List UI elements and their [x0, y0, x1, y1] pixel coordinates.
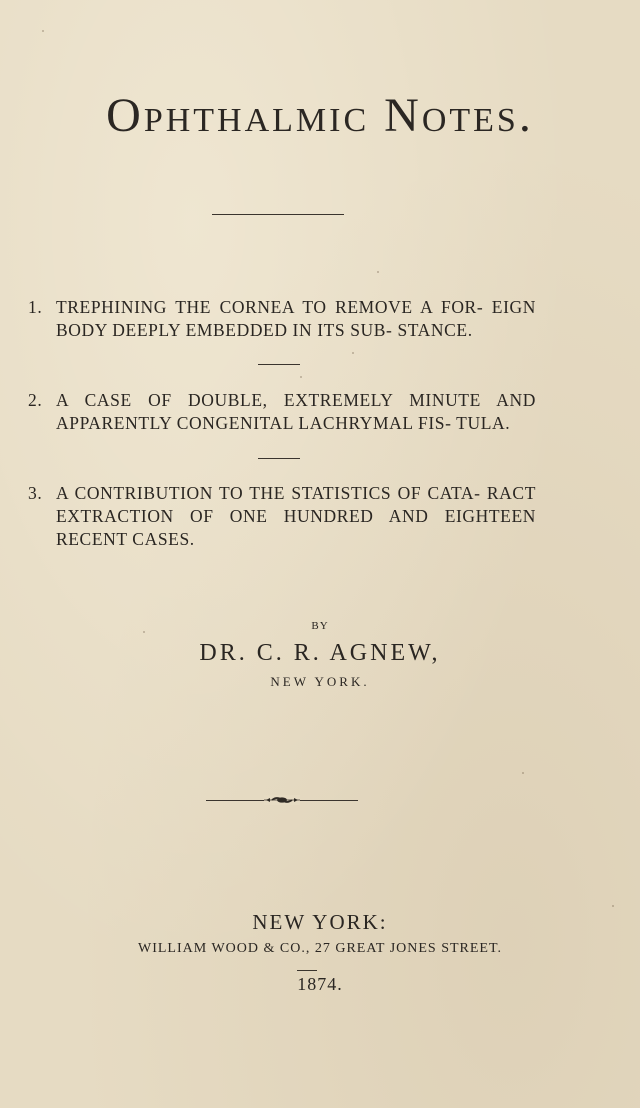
list-item: [28, 296, 536, 342]
item-number: 2.: [28, 390, 43, 410]
item-text: A CONTRIBUTION TO THE STATISTICS OF CATA- RACT EXTRACTION OF ONE HUNDRED AND EIGHTEEN RECENT CASES.: [56, 483, 536, 549]
publication-year: 1874.: [297, 974, 343, 994]
paper-speck: [612, 905, 614, 907]
item-divider: [258, 364, 300, 365]
year-divider: [297, 970, 317, 971]
paper-speck: [143, 631, 145, 633]
publisher-line: WILLIAM WOOD & CO., 27 GREAT JONES STREET.: [138, 941, 502, 956]
item-divider: [258, 458, 300, 459]
imprint-city: NEW YORK:: [252, 910, 388, 934]
paper-speck: [522, 772, 524, 774]
item-number: 3.: [28, 483, 43, 503]
paper-speck: [352, 352, 354, 354]
paper-speck: [42, 30, 44, 32]
item-number: 1.: [28, 297, 43, 317]
ornament-icon: [264, 795, 300, 805]
byline-by: BY: [311, 620, 329, 632]
page-title: Ophthalmic Notes.: [106, 89, 534, 142]
list-item: [28, 482, 536, 551]
item-text: TREPHINING THE CORNEA TO REMOVE A FOR- EIGN BODY DEEPLY EMBEDDED IN ITS SUB- STANCE.: [56, 297, 536, 340]
list-item: [28, 389, 536, 435]
paper-speck: [377, 271, 379, 273]
item-text: A CASE OF DOUBLE, EXTREMELY MINUTE AND APPARENTLY CONGENITAL LACHRYMAL FIS- TULA.: [56, 390, 536, 433]
title-divider: [212, 214, 344, 215]
paper-speck: [300, 376, 302, 378]
author-place: NEW YORK.: [270, 674, 370, 689]
author-name: DR. C. R. AGNEW,: [199, 640, 441, 666]
